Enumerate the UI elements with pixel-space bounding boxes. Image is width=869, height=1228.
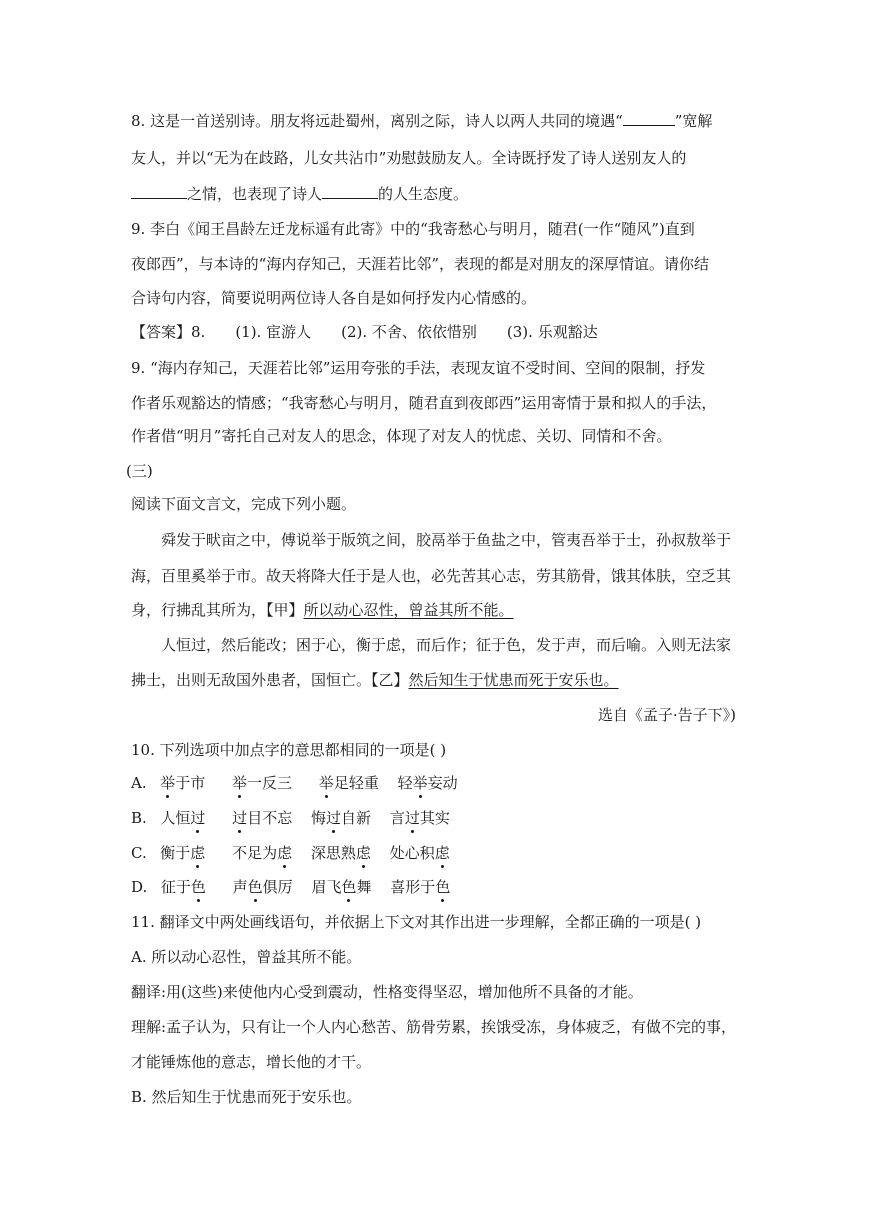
option-word: 悔过自新	[310, 809, 372, 827]
q8-blank-1	[623, 111, 675, 126]
q10-stem: 10. 下列选项中加点字的意思都相同的一项是( )	[131, 741, 447, 759]
answer-line	[131, 322, 598, 342]
q8-text-3a: 之情，也表现了诗人	[187, 185, 323, 203]
option-word: 轻举妄动	[397, 774, 458, 792]
option-word: 人恒过	[160, 809, 206, 827]
q10-option-c	[131, 843, 450, 863]
option-word: 举足轻重	[318, 774, 379, 792]
option-word: 处心积虑	[389, 844, 450, 862]
q10-option-b	[131, 808, 450, 828]
option-letter: B.	[131, 809, 147, 827]
q8-line-3	[131, 184, 468, 204]
passage-source: 选自《孟子·告子下》)	[597, 706, 736, 724]
option-word: 声色俱厉	[232, 878, 293, 896]
q8-text-3b: 的人生态度。	[378, 185, 469, 203]
q8-line-2: 友人，并以“无为在歧路，儿女共沾巾”劝慰鼓励友人。全诗既抒发了诗人送别友人的	[131, 149, 687, 167]
section-instruction: 阅读下面文言文，完成下列小题。	[131, 495, 357, 513]
option-word: 征于色	[160, 878, 206, 896]
passage-underline-yi: 然后知生于忧患而死于安乐也。	[408, 671, 619, 689]
passage-p1-line-3	[131, 600, 514, 620]
q9-line-2: 夜郎西”，与本诗的“海内存知己，天涯若比邻”，表现的都是对朋友的深厚情谊。请你结	[131, 255, 710, 273]
passage-p2-line-2	[131, 670, 619, 690]
q9-line-1: 9. 李白《闻王昌龄左迁龙标遥有此寄》中的“我寄愁心与明月，随君(一作“随风”)直到	[131, 220, 695, 238]
option-word: 举于市	[160, 774, 206, 792]
option-word: 过目不忘	[232, 809, 293, 827]
option-word: 不足为虑	[232, 844, 293, 862]
answer-q9-line-2: 作者乐观豁达的情感；“我寄愁心与明月，随君直到夜郎西”运用寄情于景和拟人的手法，	[131, 394, 717, 412]
passage-p2-text: 拂士，出则无敌国外患者，国恒亡。	[131, 671, 372, 689]
q11-a-translation: 翻译:用(这些)来使他内心受到震动，性格变得坚忍，增加他所不具备的才能。	[131, 983, 643, 1001]
section-number: (三)	[126, 462, 153, 480]
answer-item-1: (1). 宦游人	[235, 323, 312, 341]
q11-stem: 11. 翻译文中两处画线语句，并依据上下文对其作出进一步理解，全都正确的一项是( )	[131, 913, 702, 931]
q11-option-b: B. 然后知生于忧患而死于安乐也。	[131, 1088, 362, 1106]
option-word: 喜形于色	[390, 878, 451, 896]
q8-text-1a: 8. 这是一首送别诗。朋友将远赴蜀州，离别之际，诗人以两人共同的境遇“	[131, 112, 623, 130]
option-word: 言过其实	[389, 809, 450, 827]
passage-mark-jia: 【甲】	[266, 601, 304, 619]
answer-item-2: (2). 不舍、依依惜别	[341, 323, 477, 341]
option-letter: D.	[131, 878, 148, 896]
answer-label: 【答案】8.	[131, 323, 206, 341]
option-word: 举一反三	[231, 774, 293, 792]
q10-option-d	[131, 877, 450, 897]
q11-option-a: A. 所以动心忍性，曾益其所不能。	[131, 948, 362, 966]
q8-line-1	[131, 111, 712, 131]
passage-p1-line-1: 舜发于畎亩之中，傅说举于版筑之间，胶鬲举于鱼盐之中，管夷吾举于士，孙叔敖举于	[161, 531, 732, 549]
answer-q9-line-3: 作者借“明月”寄托自己对友人的思念，体现了对友人的忧虑、关切、同情和不舍。	[131, 427, 672, 445]
option-letter: C.	[131, 844, 147, 862]
answer-q9-line-1: 9. “海内存知己，天涯若比邻”运用夸张的手法，表现友谊不受时间、空间的限制，抒发	[131, 359, 706, 377]
option-word: 衡于虑	[160, 844, 206, 862]
option-letter: A.	[131, 774, 147, 792]
passage-p1-text: 身，行拂乱其所为，	[131, 601, 267, 619]
option-word: 眉飞色舞	[311, 878, 372, 896]
q11-a-understanding-1: 理解:孟子认为，只有让一个人内心愁苦、筋骨劳累，挨饿受冻，身体疲乏，有做不完的事，	[131, 1018, 737, 1036]
q8-blank-2	[131, 184, 187, 199]
q10-option-a	[131, 773, 458, 793]
passage-p2-line-1: 人恒过，然后能改；困于心，衡于虑，而后作；征于色，发于声，而后喻。入则无法家	[161, 636, 732, 654]
q9-line-3: 合诗句内容，简要说明两位诗人各自是如何抒发内心情感的。	[131, 289, 537, 307]
q11-a-understanding-2: 才能锤炼他的意志，增长他的才干。	[131, 1053, 372, 1071]
passage-underline-jia: 所以动心忍性，曾益其所不能。	[303, 601, 514, 619]
q8-blank-3	[322, 184, 378, 199]
passage-mark-yi: 【乙】	[371, 671, 409, 689]
passage-p1-line-2: 海，百里奚举于市。故天将降大任于是人也，必先苦其心志，劳其筋骨，饿其体肤，空乏其	[131, 567, 732, 585]
option-word: 深思熟虑	[310, 844, 371, 862]
answer-item-3: (3). 乐观豁达	[506, 323, 598, 341]
q8-text-1b: ”宽解	[674, 112, 713, 130]
